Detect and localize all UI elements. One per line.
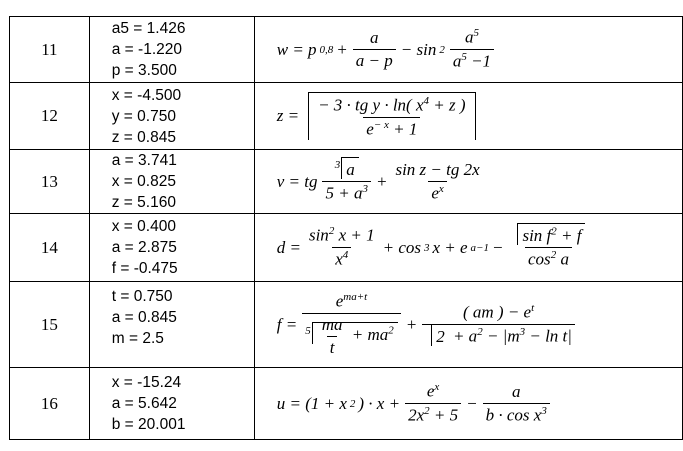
value-line: a = 3.741 — [111, 152, 177, 169]
value-line: p = 3.500 — [111, 62, 177, 79]
value-line: x = -15.24 — [111, 374, 182, 391]
value-line: x = -4.500 — [111, 86, 182, 104]
value-line: x = 0.825 — [111, 173, 176, 190]
table-row — [10, 17, 683, 83]
value-line: b = 20.001 — [111, 416, 186, 433]
value-line: x = 0.400 — [111, 218, 176, 235]
value-line: a = -1.220 — [111, 41, 182, 58]
row-values — [89, 150, 254, 214]
row-number: 15 — [10, 282, 90, 368]
value-line: a = 2.875 — [111, 239, 177, 256]
formula-cell — [254, 150, 682, 214]
row-values — [89, 83, 254, 150]
table-row — [10, 83, 683, 150]
formula-cell — [254, 282, 682, 368]
value-line: a = 5.642 — [111, 395, 177, 412]
formula-cell — [254, 83, 682, 150]
table-row — [10, 150, 683, 214]
row-values — [89, 214, 254, 282]
formula-12: z = $\frac{- 3 \cdot tg y \cdot \ln( x^4 + z )}{e^{- x} + 1}$ — [277, 92, 476, 139]
table-row — [10, 214, 683, 282]
value-line: m = 2.5 — [111, 330, 164, 347]
value-line: f = -0.475 — [111, 260, 178, 277]
formula-15: f = $e^{ma+t}$ $^5$ $\frac{ma}{t}$ + $ma^2$ + $\frac{( am ) - e^t}{2 + a^2 - |m^3 - \ln t|}$ — [277, 291, 577, 358]
table-row — [10, 282, 683, 368]
formula-cell — [254, 214, 682, 282]
row-values — [89, 368, 254, 440]
formula-cell — [254, 17, 682, 83]
table-row — [10, 368, 683, 440]
variants-table — [9, 16, 683, 440]
row-number: 12 — [10, 83, 90, 150]
formula-16: u = (1 + x 2 ) · x + $\frac{e^x}{2x^2 + 5}$ − $\frac{a}{b \cdot \cos x^3}$ — [277, 381, 552, 425]
row-values — [89, 282, 254, 368]
value-line: y = 0.750 — [111, 107, 176, 125]
value-line: a5 = 1.426 — [111, 20, 186, 37]
row-values — [89, 17, 254, 83]
formula-11: w = p 0,8 + $\frac{a}{a - p}$ − sin 2 $\frac{a^5}{a^5 -1}$ — [277, 27, 496, 71]
row-number: 11 — [10, 17, 90, 83]
value-line: z = 5.160 — [111, 194, 176, 211]
formula-14: d = $\frac{\sin^2 x + 1}{x^4}$ + cos 3 x + e a−1 − $\frac{\sin f^2 + f}{\cos^2 a}$ — [277, 225, 591, 269]
value-line: a = 0.845 — [111, 309, 177, 326]
value-line: z = 0.845 — [111, 128, 176, 146]
value-line: t = 0.750 — [111, 288, 173, 305]
formula-13: v = tg $\frac{^3 a}{5 + a^3}$ + $\frac{\text{sin z − tg 2x}}{e^x}$ — [277, 159, 485, 203]
row-number: 13 — [10, 150, 90, 214]
row-number: 16 — [10, 368, 90, 440]
row-number: 14 — [10, 214, 90, 282]
formula-cell — [254, 368, 682, 440]
